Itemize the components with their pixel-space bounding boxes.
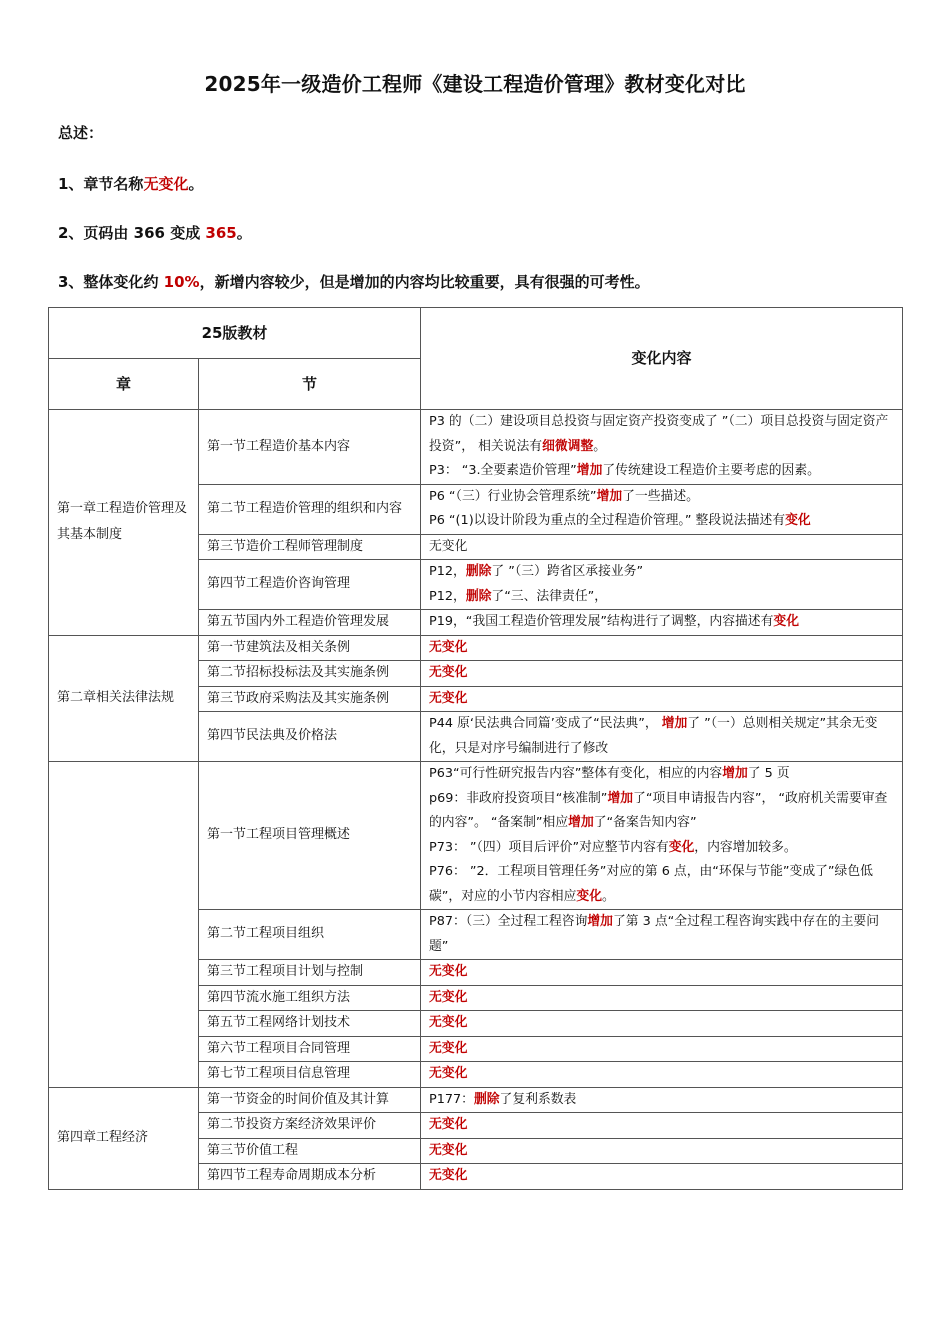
table-row [49,410,903,485]
section-cell: 第三节价值工程 [199,1138,421,1164]
change-line [429,860,894,909]
change-keyword: 增加 [576,463,603,478]
change-keyword: 无变化 [429,690,468,706]
summary-item-2-prefix: 2、页码由 366 变成 [58,224,206,242]
change-text: 了“项目申请报告内容”， “政府机关需要审查的内容”。 “备案制”相应 [429,790,888,830]
change-keyword: 增加 [568,815,594,830]
change-keyword: 无变化 [429,1117,468,1132]
change-text: 了传统建设工程造价主要考虑的因素。 [602,463,820,478]
change-content-cell [421,960,903,986]
change-line [429,610,894,635]
change-line [429,836,894,861]
section-cell: 第四节工程造价咨询管理 [199,560,421,610]
chapter-cell: 第四章工程经济 [49,1087,199,1189]
chapter-cell: 第一章工程造价管理及其基本制度 [49,410,199,636]
change-content-cell [421,1036,903,1062]
change-text: P6 “(1)以设计阶段为重点的全过程造价管理。” 整段说法描述有 [429,513,786,528]
change-text: 了第 3 点“全过程工程咨询实践中存在的主要问题” [429,914,880,954]
change-keyword: 无变化 [429,964,468,979]
change-text: P6 “（三）行业协会管理系统” [429,488,597,504]
change-content-cell [421,910,903,960]
change-text: 了“三、法律责任”， [491,588,608,604]
header-book-version: 25版教材 [49,308,421,359]
change-text: P3 的（二）建设项目总投资与固定资产投资变成了 ”（二）项目总投资与固定资产投资”， 相关说法有 [429,414,889,454]
change-keyword: 增加 [607,790,634,806]
section-cell: 第四节流水施工组织方法 [199,985,421,1011]
change-text: ，内容增加较多。 [694,839,797,855]
change-keyword: 增加 [722,766,748,781]
change-text: P12， [429,588,466,604]
change-content-cell [421,1011,903,1037]
summary-item-3-prefix: 3、整体变化约 [58,273,164,291]
table-row [49,635,903,661]
chapter-cell [49,762,199,1088]
change-line [429,509,894,534]
change-keyword: 无变化 [429,989,468,1005]
change-line [429,485,894,510]
change-content-cell [421,985,903,1011]
summary-item-3 [58,271,650,292]
change-line [429,459,894,484]
change-keyword: 细微调整 [542,438,594,454]
change-content-cell [421,712,903,762]
change-content-cell [421,484,903,534]
change-keyword: 变化 [668,839,695,855]
section-cell: 第二节招标投标法及其实施条例 [199,661,421,687]
header-section: 节 [199,359,421,410]
header-change-content: 变化内容 [421,308,903,410]
change-text: 。 [602,888,615,904]
change-line [429,585,894,610]
chapter-cell: 第二章相关法律法规 [49,635,199,762]
summary-item-1-prefix: 1、章节名称 [58,175,144,193]
change-text: 了 5 页 [747,766,790,781]
change-line [429,762,894,787]
change-text: 无变化 [429,538,468,554]
change-content-cell [421,1087,903,1113]
change-text: P73： ”（四）项目后评价”对应整节内容有 [429,839,669,855]
change-content-cell [421,534,903,560]
change-keyword: 删除 [465,564,492,579]
section-cell: 第六节工程项目合同管理 [199,1036,421,1062]
change-text: P44 原‘民法典合同篇’变成了“民法典”， [429,716,662,731]
summary-heading: 总述： [58,124,104,142]
change-text: 了复利系数表 [499,1091,577,1107]
change-line [429,1088,894,1113]
change-keyword: 无变化 [429,639,468,655]
section-cell: 第二节工程造价管理的组织和内容 [199,484,421,534]
change-text: P19，“我国工程造价管理发展”结构进行了调整，内容描述有 [429,614,774,629]
document-title: 2025年一级造价工程师《建设工程造价管理》教材变化对比 [204,72,746,96]
change-line [429,1011,894,1036]
change-keyword: 变化 [576,888,602,904]
change-text: p69：非政府投资项目“核准制” [429,790,608,806]
change-keyword: 无变化 [429,665,468,680]
change-content-cell [421,610,903,636]
section-cell: 第四节工程寿命周期成本分析 [199,1164,421,1190]
section-cell: 第三节工程项目计划与控制 [199,960,421,986]
section-cell: 第五节工程网络计划技术 [199,1011,421,1037]
change-line [429,787,894,836]
change-line [429,636,894,661]
change-content-cell [421,410,903,485]
summary-item-1 [58,173,203,194]
summary-item-1-highlight: 无变化 [143,175,189,193]
change-text: 了 ”（三）跨省区承接业务” [491,564,644,579]
change-keyword: 变化 [785,513,811,528]
section-cell: 第七节工程项目信息管理 [199,1062,421,1088]
change-content-cell [421,1138,903,1164]
change-keyword: 增加 [587,914,613,929]
header-chapter: 章 [49,359,199,410]
change-keyword: 增加 [596,488,623,504]
change-keyword: 无变化 [429,1066,468,1081]
change-content-cell [421,1164,903,1190]
change-content-cell [421,560,903,610]
change-line [429,1062,894,1087]
section-cell: 第三节造价工程师管理制度 [199,534,421,560]
change-keyword: 无变化 [429,1015,468,1030]
change-text: 。 [593,438,607,454]
change-text: P87：（三）全过程工程咨询 [429,914,588,929]
section-cell: 第一节工程造价基本内容 [199,410,421,485]
change-content-cell [421,762,903,910]
change-text: P63“可行性研究报告内容”整体有变化，相应的内容 [429,766,723,781]
change-content-cell [421,635,903,661]
change-line [429,1037,894,1062]
change-text: 了一些描述。 [622,488,699,504]
summary-item-3-highlight: 10% [163,273,200,291]
change-content-cell [421,1113,903,1139]
change-line [429,1164,894,1189]
change-text: 了 ”（一）总则相关规定”其余无变化，只是对序号编制进行了修改 [429,716,878,756]
change-line [429,986,894,1011]
section-cell: 第一节资金的时间价值及其计算 [199,1087,421,1113]
table-row [49,762,903,910]
change-content-cell [421,1062,903,1088]
change-line [429,1139,894,1164]
change-text: 了“备案告知内容” [593,815,697,830]
summary-item-1-suffix: 。 [188,175,204,193]
change-keyword: 无变化 [429,1142,468,1158]
change-line [429,410,894,459]
change-text: P12， [429,564,466,579]
section-cell: 第二节投资方案经济效果评价 [199,1113,421,1139]
change-text: P177： [429,1091,474,1107]
change-line [429,560,894,585]
change-line [429,687,894,712]
change-keyword: 删除 [465,588,492,604]
change-content-cell [421,661,903,687]
change-line [429,661,894,686]
table-body [49,410,903,1190]
section-cell: 第三节政府采购法及其实施条例 [199,686,421,712]
change-keyword: 删除 [473,1091,500,1107]
section-cell: 第四节民法典及价格法 [199,712,421,762]
summary-item-2 [58,222,252,243]
change-keyword: 无变化 [429,1168,468,1183]
change-keyword: 变化 [773,614,799,629]
section-cell: 第一节建筑法及相关条例 [199,635,421,661]
change-line [429,960,894,985]
change-keyword: 增加 [661,716,688,731]
change-line [429,910,894,959]
change-line [429,712,894,761]
summary-item-3-suffix: ，新增内容较少，但是增加的内容均比较重要，具有很强的可考性。 [199,273,650,291]
section-cell: 第五节国内外工程造价管理发展 [199,610,421,636]
change-content-cell [421,686,903,712]
change-text: P76： ”2．工程项目管理任务”对应的第 6 点，由“环保与节能”变成了”绿色低碳”，对应的小节内容相应 [429,864,873,904]
section-cell: 第一节工程项目管理概述 [199,762,421,910]
comparison-table [48,307,903,1190]
section-cell: 第二节工程项目组织 [199,910,421,960]
table-row [49,1087,903,1113]
summary-item-2-highlight: 365 [205,224,237,242]
change-line [429,1113,894,1138]
summary-item-2-suffix: 。 [236,224,252,242]
change-line [429,535,894,560]
change-keyword: 无变化 [429,1040,468,1056]
change-text: P3： “3.全要素造价管理” [429,463,577,478]
